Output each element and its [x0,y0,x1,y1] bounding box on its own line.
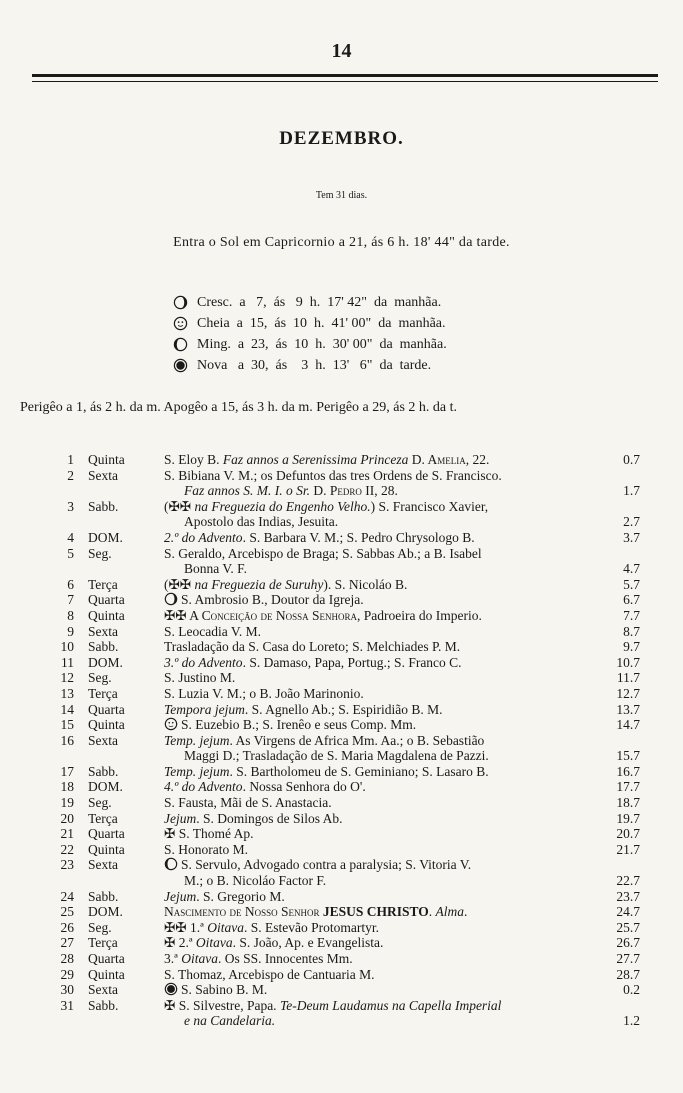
lunar-age: 13.7 [616,701,640,717]
weekday: Quinta [88,452,125,467]
feast-text: S. Thomé Ap. [175,826,254,842]
feast-text: 4.º do Advento [164,779,243,795]
feast-text: Te-Deum Laudamus na Capella Imperial [279,997,502,1013]
weekday: Quarta [88,826,125,842]
moon-phase-row [173,292,447,313]
moon-phase-text: Cresc. a 7, ás 9 h. 17' 42" da manhãa. [197,294,442,310]
calendar-row [40,826,652,842]
moon-phase-text: Cheia a 15, ás 10 h. 41' 00" da manhãa. [197,315,446,331]
feast-description [154,795,592,811]
lunar-age: 21.7 [616,841,640,857]
crescent-moon-icon [173,295,188,310]
feast-text: . S. Gregorio M. [196,888,285,904]
calendar-row [40,546,652,577]
feast-text: . S. Barbara V. M.; S. Pedro Chrysologo B. [242,529,475,545]
feast-description [154,452,592,468]
weekday: Sabb. [88,763,119,779]
maltese-cross-icon: ✠ [164,997,176,1013]
feast-description [154,577,592,593]
feast-text: . S. Damaso, Papa, Portug.; S. Franco C. [242,654,462,670]
weekday: Sexta [88,982,118,998]
calendar-row [40,717,652,733]
days-count: Tem 31 dias. [315,190,368,201]
calendar-row [40,686,652,702]
day-number: 10 [60,639,74,655]
feast-text: S. Sabino B. M. [181,982,268,998]
feast-text: S. Silvestre, Papa. [175,997,280,1013]
feast-description [154,998,592,1029]
day-number: 30 [60,982,74,998]
feast-description [154,967,592,983]
calendar-row [40,935,652,951]
feast-description [154,764,592,780]
feast-text: S. Leocadia V. M. [164,623,261,639]
feast-text: S. Justino M. [164,670,236,686]
calendar-row [40,998,652,1029]
moon-phase-row [173,313,447,334]
calendar-row [40,655,652,671]
lunar-age: 18.7 [616,795,640,811]
feast-text: Faz annos S. M. I. o Sr. [184,483,314,499]
moon-phase-row [173,355,447,376]
weekday: Terça [88,685,118,701]
feast-text: Oitava [181,951,218,966]
weekday: Terça [88,810,118,826]
weekday: DOM. [88,779,123,795]
day-number: 20 [60,810,74,826]
lunar-age: 4.7 [623,561,640,577]
feast-text: Maggi D.; Trasladação de S. Maria Magdalena de Pazzi. [184,748,489,764]
day-number: 13 [60,685,74,701]
moon-phase-text: Nova a 30, ás 3 h. 13' 6" da tarde. [197,357,432,373]
feast-text: 2.ª [175,935,196,951]
weekday: Quarta [88,701,125,717]
weekday: Sexta [88,732,118,748]
calendar-row [40,920,652,936]
feast-description [154,717,592,733]
weekday: DOM. [88,654,123,670]
lunar-age: 27.7 [616,951,640,966]
calendar-row [40,857,652,888]
feast-description [154,842,592,858]
calendar-row [40,452,652,468]
feast-description [154,920,592,936]
header-rule-thin [32,81,658,82]
weekday: Sexta [88,467,118,483]
day-number: 28 [60,951,74,966]
day-number: 12 [60,670,74,686]
weekday: Sexta [88,623,118,639]
feast-description [154,811,592,827]
waning-moon-icon [164,857,178,871]
weekday: Sabb. [88,639,119,655]
feast-description [154,468,592,499]
lunar-age: 0.7 [623,452,640,467]
lunar-age: 10.7 [616,654,640,670]
weekday: Sexta [88,857,118,873]
weekday: Seg. [88,919,112,935]
feast-text: . S. Domingos de Silos Ab. [196,810,343,826]
feast-description [154,686,592,702]
lunar-age: 23.7 [616,888,640,904]
maltese-cross-icon: ✠✠ [168,498,192,514]
feast-description [154,982,592,998]
weekday: DOM. [88,529,123,545]
feast-text: . Os SS. Innocentes Mm. [217,951,353,966]
maltese-cross-icon: ✠✠ [164,919,187,935]
day-number: 9 [67,623,74,639]
feast-text: M.; o B. Nicoláo Factor F. [184,873,327,889]
lunar-age: 12.7 [616,685,640,701]
lunar-age: 0.2 [623,982,640,998]
feast-description [154,530,592,546]
calendar-row [40,982,652,998]
new-moon-icon [173,358,188,373]
day-number: 19 [60,795,74,811]
header-rule-thick [32,74,658,77]
feast-text: . S. Estevão Protomartyr. [243,919,379,935]
feast-text: 2.º do Advento [164,529,243,545]
feast-description [154,639,592,655]
weekday: Terça [88,935,118,951]
calendar-row [40,639,652,655]
feast-description [154,889,592,905]
feast-text: . Nossa Senhora do O'. [242,779,366,795]
feast-text: na Freguezia de Suruhy [191,576,324,592]
feast-description [154,951,592,967]
feast-continuation [164,1013,592,1029]
feast-text: Oitava [195,935,233,951]
calendar-row [40,764,652,780]
feast-description [154,702,592,718]
new-moon-icon [164,982,178,996]
day-number: 31 [60,997,74,1013]
feast-text: JESUS CHRISTO [322,904,429,920]
weekday: DOM. [88,904,123,920]
weekday: Quinta [88,841,125,857]
feast-text: . S. Agnello Ab.; S. Espiridião B. M. [244,701,443,717]
feast-continuation [164,514,592,530]
weekday: Quarta [88,592,125,608]
lunar-age: 26.7 [616,935,640,951]
weekday: Quarta [88,951,125,966]
day-number: 8 [67,607,74,623]
feast-description [154,670,592,686]
day-number: 5 [67,545,74,561]
calendar-row [40,842,652,858]
lunar-age: 24.7 [616,904,640,920]
day-number: 27 [60,935,74,951]
calendar-row [40,702,652,718]
feast-text: S. Eloy B. [164,452,223,467]
feast-continuation [164,561,592,577]
calendar-row [40,795,652,811]
day-number: 6 [67,576,74,592]
day-number: 4 [67,529,74,545]
day-number: 1 [67,452,74,467]
lunar-age: 3.7 [623,529,640,545]
lunar-age: 25.7 [616,919,640,935]
sun-entry: Entra o Sol em Capricornio a 21, ás 6 h. 18' 44" da tarde. [173,235,510,250]
feast-description [154,733,592,764]
lunar-age: 9.7 [623,639,640,655]
calendar-row [40,733,652,764]
moon-phase-row [173,334,447,355]
calendar-row [40,967,652,983]
feast-description [154,624,592,640]
day-number: 17 [60,763,74,779]
lunar-age: 7.7 [623,607,640,623]
calendar-row [40,468,652,499]
feast-text: Jejum [164,888,197,904]
feast-text: Jejum [164,810,197,826]
moon-phases [173,292,447,376]
feast-text: . [464,904,468,920]
day-number: 18 [60,779,74,795]
calendar-row [40,779,652,795]
feast-text: S. Servulo, Advogado contra a paralysia; S. Vitoria V. [181,857,472,873]
feast-continuation [164,873,592,889]
maltese-cross-icon: ✠ [164,826,176,842]
day-number: 24 [60,888,74,904]
feast-text: S. Bibiana V. M.; os Defuntos das tres Ordens de S. Francisco. [164,467,502,483]
weekday: Seg. [88,795,112,811]
maltese-cross-icon: ✠✠ [164,607,187,623]
calendar-row [40,951,652,967]
feast-text: S. Honorato M. [164,841,248,857]
feast-text: ). S. Nicoláo B. [323,576,408,592]
crescent-moon-icon [164,592,178,606]
month-title: DEZEMBRO. [279,128,404,149]
lunar-age: 1.2 [623,1013,640,1029]
weekday: Terça [88,576,118,592]
moon-phase-text: Ming. a 23, ás 10 h. 30' 00" da manhãa. [197,336,447,352]
feast-text: S. Luzia V. M.; o B. João Marinonio. [164,685,364,701]
lunar-age: 5.7 [623,576,640,592]
feast-text: Nascimento de Nosso Senhor [164,904,323,920]
day-number: 25 [60,904,74,920]
feast-text: Apostolo das Indias, Jesuita. [184,514,339,530]
day-number: 11 [61,654,74,670]
day-number: 3 [67,498,74,514]
feast-description [154,779,592,795]
lunar-age: 19.7 [616,810,640,826]
calendar-table [40,452,652,1029]
feast-description [154,499,592,530]
feast-text: S. Ambrosio B., Doutor da Igreja. [181,592,364,608]
feast-text: , Padroeira do Imperio. [357,607,482,623]
feast-description [154,608,592,624]
day-number: 26 [60,919,74,935]
lunar-age: 8.7 [623,623,640,639]
full-moon-icon [164,717,178,731]
day-number: 14 [60,701,74,717]
feast-text: . As Virgens de Africa Mm. Aa.; o B. Sebastião [229,732,485,748]
day-number: 7 [67,592,74,608]
feast-text: Oitava [207,919,244,935]
feast-description [154,904,592,920]
feast-text: . S. Bartholomeu de S. Geminiano; S. Lasaro B. [229,763,489,779]
feast-description [154,592,592,608]
weekday: Seg. [88,670,112,686]
feast-text: S. Geraldo, Arcebispo de Braga; S. Sabbas Ab.; a B. Isabel [164,545,482,561]
feast-text: , 22. [465,452,490,467]
waning-moon-icon [173,337,188,352]
lunar-age: 20.7 [616,826,640,842]
weekday: Quinta [88,607,125,623]
feast-text: Trasladação da S. Casa do Loreto; S. Melchiades P. M. [164,639,461,655]
calendar-row [40,499,652,530]
feast-text: . S. João, Ap. e Evangelista. [232,935,384,951]
lunar-age: 22.7 [616,873,640,889]
weekday: Quinta [88,966,125,982]
feast-text: D. Amelia [411,452,466,467]
lunar-age: 1.7 [623,483,640,499]
feast-text: na Freguezia do Engenho Velho. [191,498,371,514]
feast-text: Temp. jejum [164,763,230,779]
day-number: 22 [60,841,74,857]
feast-text: Bonna V. F. [184,561,247,577]
feast-text: S. Euzebio B.; S. Irenêo e seus Comp. Mm. [181,717,417,733]
feast-description [154,857,592,888]
page-number: 14 [331,40,352,62]
feast-continuation [164,483,592,499]
day-number: 21 [60,826,74,842]
feast-text: Faz annos a Serenissima Princeza [222,452,412,467]
feast-text: , 28. [374,483,398,499]
day-number: 23 [60,857,74,873]
feast-text: ) S. Francisco Xavier, [370,498,489,514]
feast-text: S. Fausta, Mãi de S. Anastacia. [164,795,332,811]
weekday: Sabb. [88,498,119,514]
calendar-row [40,592,652,608]
feast-description [154,935,592,951]
calendar-row [40,624,652,640]
calendar-row [40,577,652,593]
lunar-age: 16.7 [616,763,640,779]
feast-text: Alma [435,904,465,920]
feast-text: D. Pedro II [313,483,375,499]
calendar-row [40,811,652,827]
calendar-row [40,904,652,920]
feast-text: Tempora jejum [164,701,245,717]
feast-text: ( [164,576,169,592]
day-number: 2 [67,467,74,483]
maltese-cross-icon: ✠✠ [168,576,192,592]
calendar-row [40,530,652,546]
lunar-age: 28.7 [616,966,640,982]
calendar-row [40,670,652,686]
day-number: 15 [60,717,74,733]
feast-description [154,546,592,577]
lunar-age: 14.7 [616,717,640,733]
feast-continuation [164,748,592,764]
weekday: Seg. [88,545,112,561]
feast-text: ( [164,498,169,514]
lunar-age: 11.7 [616,670,640,686]
feast-text: 3.º do Advento [164,654,243,670]
feast-text: S. Thomaz, Arcebispo de Cantuaria M. [164,966,375,982]
feast-description [154,826,592,842]
perigee-line: Perigêo a 1, ás 2 h. da m. Apogêo a 15, ás 3 h. da m. Perigêo a 29, ás 2 h. da t. [20,400,458,415]
maltese-cross-icon: ✠ [164,935,176,951]
calendar-row [40,608,652,624]
lunar-age: 2.7 [623,514,640,530]
weekday: Sabb. [88,997,119,1013]
feast-text: Temp. jejum [164,732,230,748]
day-number: 29 [60,966,74,982]
feast-text: 3.ª [164,951,182,966]
calendar-row [40,889,652,905]
feast-text: 1.ª [186,919,208,935]
full-moon-icon [173,316,188,331]
weekday: Sabb. [88,888,119,904]
feast-text: . [428,904,436,920]
feast-text: A Conceição de Nossa Senhora [186,607,358,623]
feast-text: e na Candelaria. [184,1013,276,1029]
day-number: 16 [60,732,74,748]
lunar-age: 17.7 [616,779,640,795]
lunar-age: 15.7 [616,748,640,764]
feast-description [154,655,592,671]
lunar-age: 6.7 [623,592,640,608]
weekday: Quinta [88,717,125,733]
